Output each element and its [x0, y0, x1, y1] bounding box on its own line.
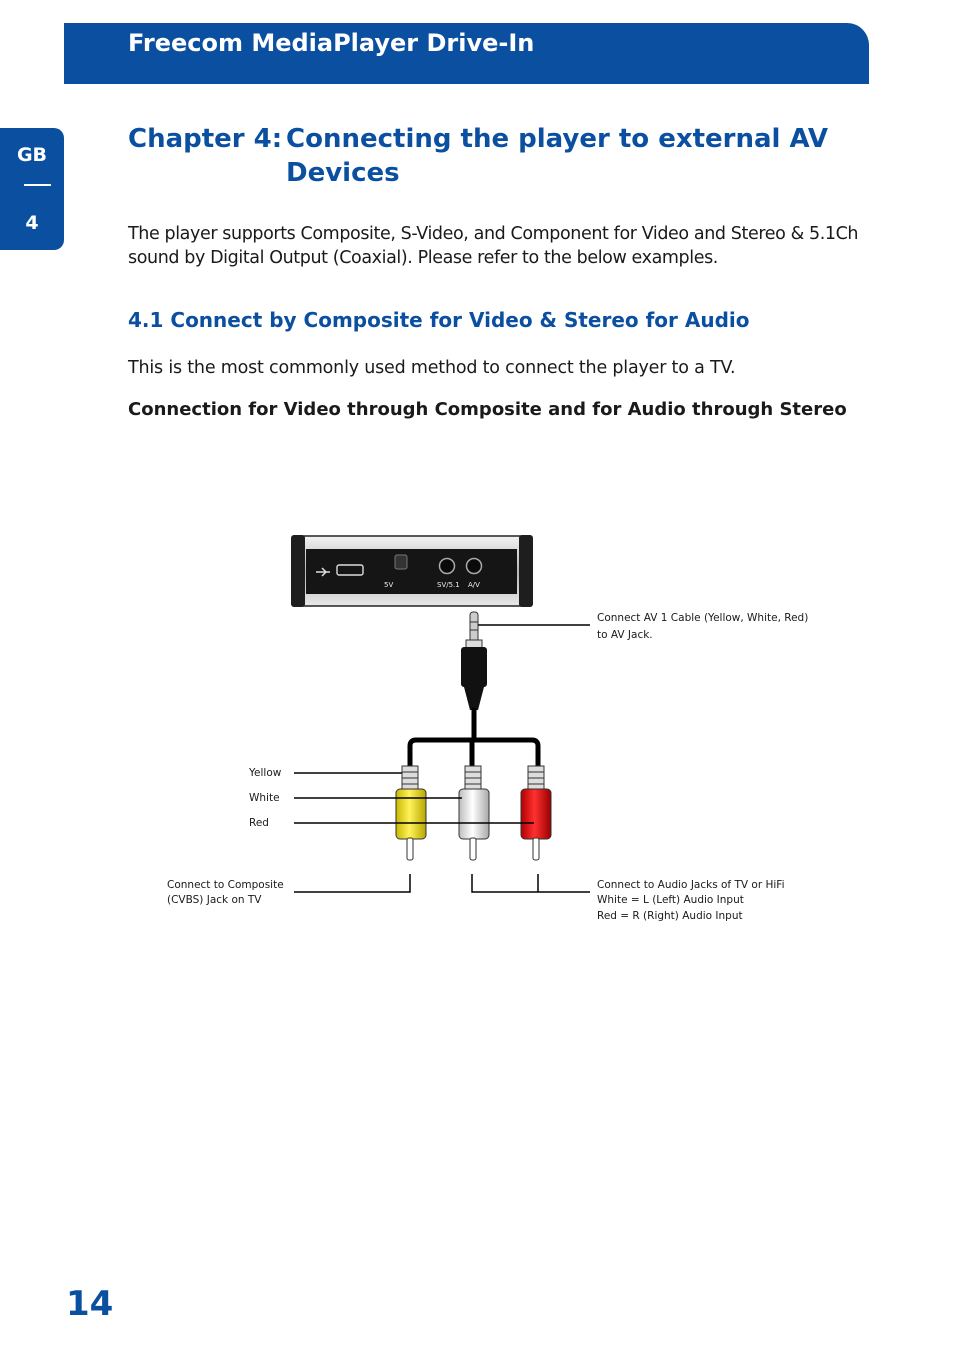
intro-paragraph: The player supports Composite, S-Video, and Component for Video and Stereo & 5.1Ch sound by Digital Output (Coaxial). Please refer to the below examples.	[128, 224, 859, 268]
red-label: Red	[249, 817, 269, 829]
sv-jack	[440, 559, 455, 574]
av-label: A/V	[468, 581, 480, 589]
power-label: 5V	[384, 581, 394, 589]
chapter-number-label: Chapter 4:	[128, 124, 283, 154]
composite-caption-line-1: Connect to Composite	[167, 879, 284, 891]
cable-harness	[410, 708, 538, 770]
chapter-title: Connecting the player to external AV Devices	[286, 124, 829, 188]
av-cable-caption-line-1: Connect AV 1 Cable (Yellow, White, Red)	[597, 612, 809, 624]
yellow-label: Yellow	[249, 767, 282, 779]
white-label: White	[249, 792, 280, 804]
rca-plug-white	[459, 766, 489, 860]
audio-caption-line-2: White = L (Left) Audio Input	[597, 894, 744, 906]
header-title: Freecom MediaPlayer Drive-In	[128, 29, 535, 57]
audio-caption-line-1: Connect to Audio Jacks of TV or HiFi	[597, 879, 785, 891]
av-jack-plug	[461, 612, 487, 710]
page-number: 14	[66, 1284, 114, 1324]
connection-subheading: Connection for Video through Composite and for Audio through Stereo	[128, 399, 847, 420]
composite-caption-line-2: (CVBS) Jack on TV	[167, 894, 262, 906]
audio-caption-line-3: Red = R (Right) Audio Input	[597, 910, 743, 922]
power-jack	[395, 555, 407, 569]
language-label: GB	[16, 144, 48, 166]
rca-plug-yellow	[396, 766, 426, 860]
media-player-device	[291, 535, 533, 607]
sv-label: SV/5.1	[437, 581, 460, 589]
leader-lines	[294, 625, 590, 892]
chapter-number: 4	[25, 212, 39, 234]
rca-plug-red	[521, 766, 551, 860]
av-cable-caption-line-2: to AV Jack.	[597, 629, 653, 641]
section-title: 4.1 Connect by Composite for Video & Stereo for Audio	[128, 308, 750, 332]
section-paragraph: This is the most commonly used method to connect the player to a TV.	[128, 358, 736, 378]
av-jack	[467, 559, 482, 574]
